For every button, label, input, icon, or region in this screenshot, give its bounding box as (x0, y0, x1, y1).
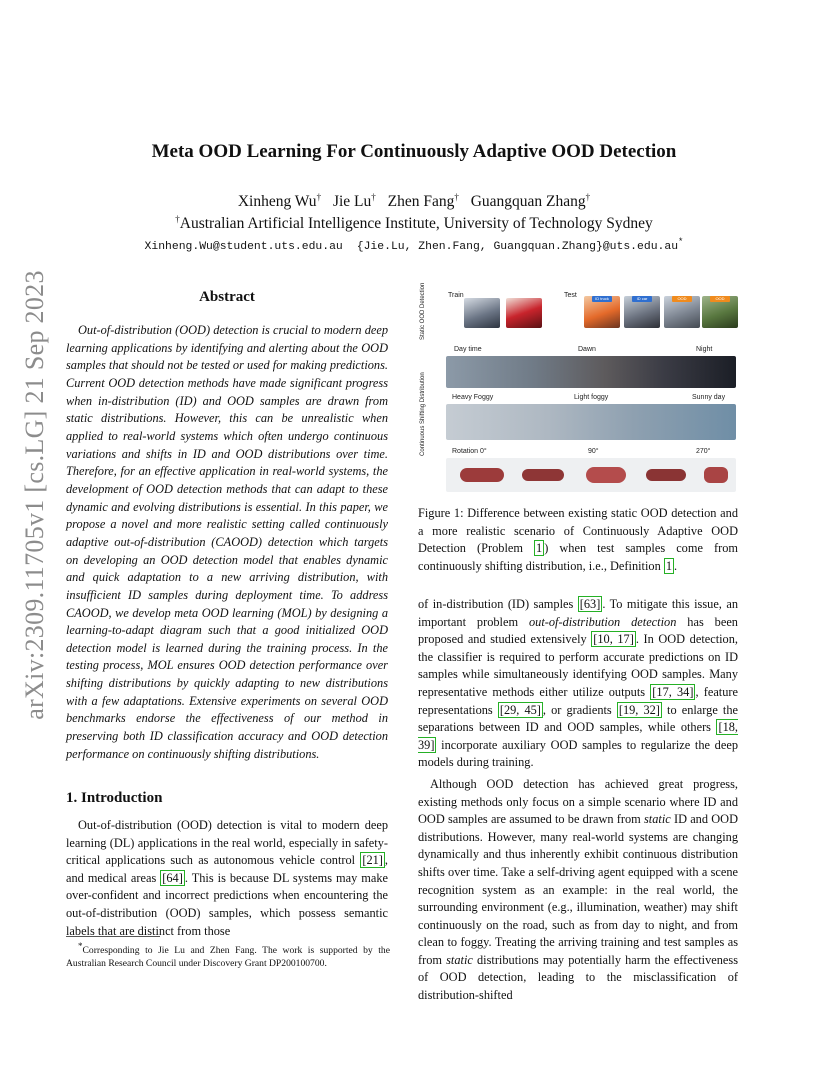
figure-1 (418, 282, 740, 498)
affiliation: †Australian Artificial Intelligence Institute, University of Technology Sydney (175, 214, 653, 233)
rotation-0-label: Rotation 0° (452, 448, 487, 455)
test-id-car-image: ID car (624, 296, 660, 328)
continuous-shift-label: Continuous Shifting Distribution (420, 372, 426, 456)
abstract-heading: Abstract (199, 289, 255, 305)
rotation-90-label: 90° (588, 448, 599, 455)
sunny-day-label: Sunny day (692, 394, 726, 401)
heavy-foggy-label: Heavy Foggy (452, 394, 494, 401)
car-rotation-image (646, 469, 686, 481)
citation-link[interactable]: [63] (579, 597, 601, 611)
citation-link[interactable]: [17, 34] (652, 684, 694, 699)
paper-title: Meta OOD Learning For Continuously Adaptive OOD Detection (151, 141, 677, 162)
author-name: Guangquan Zhang† (470, 192, 591, 211)
citation-link[interactable]: [64] (162, 870, 183, 885)
test-ood-building-image: OOD (664, 296, 700, 328)
dawn-label: Dawn (578, 346, 596, 353)
email-line: Xinheng.Wu@student.uts.edu.au {Jie.Lu, Zhen.Fang, Guangquan.Zhang}@uts.edu.au* (144, 237, 684, 253)
citation-link[interactable]: [29, 45] (499, 702, 541, 717)
daytime-to-night-strip (446, 356, 736, 388)
footnote-divider (66, 936, 160, 937)
citation-link[interactable]: [21] (362, 853, 383, 868)
car-rotation-image (522, 469, 564, 481)
section-heading-introduction: 1. Introduction (66, 790, 163, 806)
problem-ref-link[interactable]: 1 (536, 541, 543, 556)
test-ood-scene-image: OOD (702, 296, 738, 328)
rotation-270-label: 270° (696, 448, 711, 455)
author-name: Xinheng Wu† (237, 192, 322, 211)
intro-paragraph: Out-of-distribution (OOD) detection is vital to modern deep learning (DL) applications in the real world, especially in safety-critical applications such as autonomous vehicle control [21] , and medical areas [64] . This is because DL systems may make over-confident and incorrect predictions when encountering the out-of-distribution (OOD) samples, which possess semantic labels that are distinct from those (66, 818, 389, 938)
author-name: Jie Lu† (332, 192, 376, 211)
night-label: Night (696, 346, 713, 353)
car-rotation-image (586, 467, 626, 483)
right-column-body (418, 596, 738, 1005)
author-list (0, 192, 828, 211)
paragraph-ood-methods: of in-distribution (ID) samples [63] . To mitigate this issue, an important problem out-of-distribution detection has been proposed and studied extensively [10, 17] . In OOD detection, the classifier is required to perform accurate predictions on ID samples while simultaneously identifying OOD samples. Many representative methods either utilize outputs [17, 34] , feature representations [29, 45] , or gradients [19, 32] to enlarge the separations between ID and OOD samples, while others [18, 39] incorporate auxiliary OOD samples to regularize the deep models during training. (418, 597, 738, 770)
car-rotation-image (460, 468, 504, 482)
foggy-to-sunny-strip (446, 404, 736, 440)
citation-link[interactable]: [10, 17] (593, 632, 634, 647)
train-truck-image (464, 298, 500, 328)
car-rotation-image (704, 467, 728, 483)
figure-1-caption: Figure 1: Difference between existing static OOD detection and a more realistic scenario of Continuously Adaptive OOD Detection (Problem 1 ) when test samples come from continuously shifting distribution, i.e., Definition 1 . (418, 506, 738, 573)
static-ood-label: Static OOD Detection (420, 282, 426, 340)
author-name: Zhen Fang† (387, 192, 459, 211)
test-label: Test (564, 292, 577, 299)
email-first: Xinheng.Wu@student.uts.edu.au (144, 240, 343, 253)
paragraph-static-assumption: Although OOD detection has achieved great progress, existing methods only focus on a simple scenario where ID and OOD samples are assumed to be drawn from static ID and OOD distributions. However, many real-world systems are changing dynamically and thus inherently exhibit continuous distribution shifts over time. Take a self-driving agent equipped with a scene recognition system as an example: in the real world, the surrounding environment (e.g., illumination, weather) may shift continuously on the road, such as from day to night, and from clean to foggy. Treating the arriving training and test samples as from static distributions may potentially harm the effectiveness of OOD detection, leading to the misclassification of distribution-shifted (418, 776, 738, 1003)
light-foggy-label: Light foggy (574, 394, 609, 401)
rotation-strip (446, 458, 736, 492)
arxiv-stamp: arXiv:2309.11705v1 [cs.LG] 21 Sep 2023 (20, 270, 49, 720)
citation-link[interactable]: [18, 39] (418, 720, 738, 752)
footnote: *Corresponding to Jie Lu and Zhen Fang. The work is supported by the Australian Research Council under Discovery Grant DP200100700. (66, 941, 390, 970)
train-car-image (506, 298, 542, 328)
citation-link[interactable]: [19, 32] (618, 702, 660, 717)
email-group: {Jie.Lu, Zhen.Fang, Guangquan.Zhang}@uts.edu.au (356, 240, 679, 253)
test-id-truck-image: ID truck (584, 296, 620, 328)
daytime-label: Day time (454, 346, 482, 353)
train-label: Train (448, 292, 464, 299)
definition-ref-link[interactable]: 1 (665, 558, 673, 573)
abstract-body: Out-of-distribution (OOD) detection is crucial to modern deep learning applications by identifying and alerting about the OOD samples that should not be tested or used for making predictions. Current OOD detection methods have made significant progress when in-distribution (ID) and OOD samples are drawn from static distributions. However, this can be unrealistic when applied to real-world systems which often undergo continuous variations and shifts in ID and OOD distributions over time. Therefore, for an effective application in real-world systems, the development of OOD detection methods that can adapt to these dynamic and evolving distributions is essential. In this paper, we propose a novel and more realistic setting called continuously adaptive out-of-distribution (CAOOD) detection which targets on developing an OOD detection model that enables dynamic and quick adaptation to a new arriving distribution, with insufficient ID samples during deployment time. To address CAOOD, we develop meta OOD learning (MOL) by designing a learning-to-adapt diagram such that a good initialized OOD detection model is learned during the training process. In the testing process, MOL ensures OOD detection performance over shifting distributions by quickly adapting to new distributions with a few adaptations. Extensive experiments on several OOD benchmarks endorse the effectiveness of our method in preserving both ID classification accuracy and OOD detection performance on continuously shifting distributions. (66, 323, 388, 761)
